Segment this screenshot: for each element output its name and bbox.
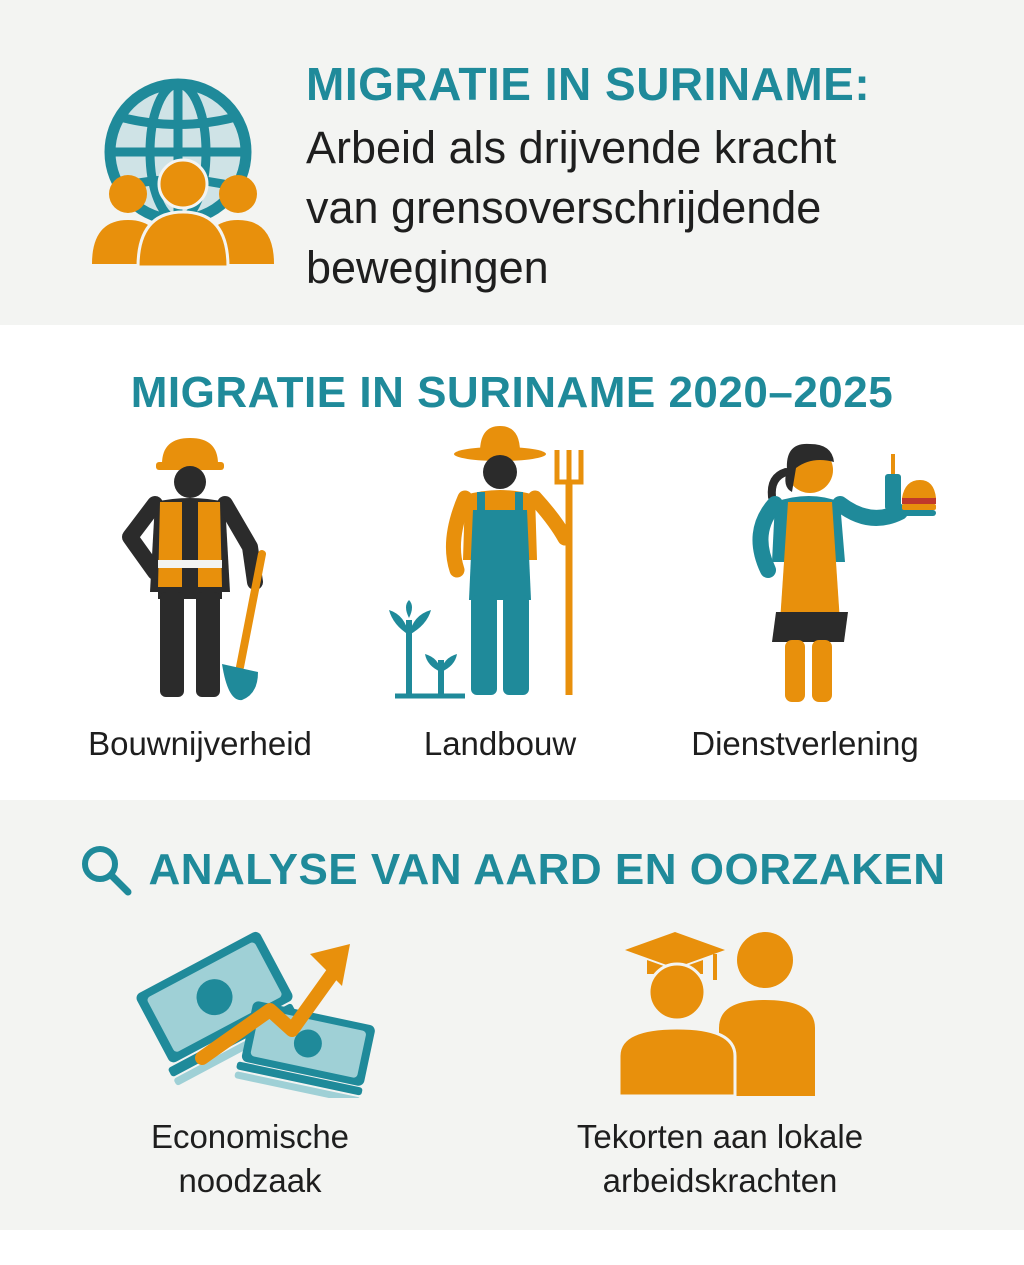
globe-people-icon: [88, 72, 278, 272]
search-icon: [78, 842, 134, 898]
sectors-heading: MIGRATIE IN SURINAME 2020–2025: [130, 368, 894, 417]
analysis-label-economische-noodzaak: [100, 1115, 400, 1203]
sector-label-dienstverlening: Dienstverlening: [691, 725, 919, 762]
label-line: arbeidskrachten: [602, 1162, 838, 1199]
analysis-heading-text: ANALYSE VAN AARD EN OORZAKEN: [148, 845, 946, 894]
label-line: Economische: [150, 1118, 350, 1155]
graduate-worker-icon: [615, 928, 825, 1098]
money-growth-icon: [130, 918, 380, 1098]
footer-band: [0, 1230, 1024, 1265]
page-subtitle: [306, 118, 1006, 298]
waitress-icon: [740, 432, 945, 707]
sector-label-landbouw: Landbouw: [423, 725, 577, 762]
header-title-block: [306, 58, 1006, 298]
analysis-label-tekorten: [520, 1115, 920, 1203]
label-line: noodzaak: [178, 1162, 322, 1199]
subtitle-line: van grensoverschrijdende: [306, 182, 822, 233]
subtitle-line: Arbeid als drijvende kracht: [306, 122, 837, 173]
farmer-icon: [385, 420, 595, 705]
analysis-heading: [0, 842, 1024, 898]
subtitle-line: bewegingen: [306, 242, 549, 293]
page-title: MIGRATIE IN SURINAME:: [306, 58, 871, 110]
sector-label-bouwnijverheid: Bouwnijverheid: [88, 725, 312, 762]
label-line: Tekorten aan lokale: [576, 1118, 864, 1155]
construction-worker-icon: [110, 432, 280, 707]
